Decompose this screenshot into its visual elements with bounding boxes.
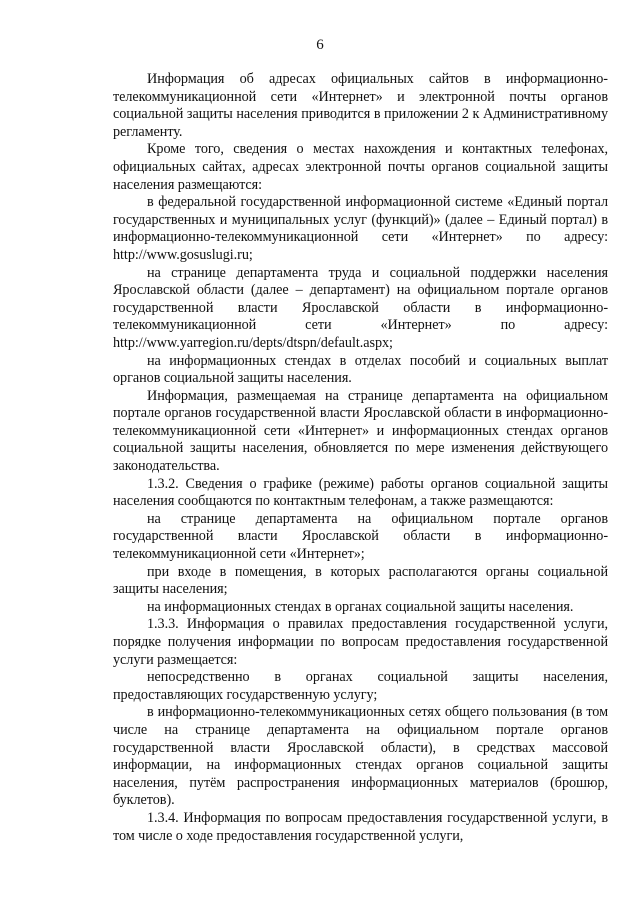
paragraph-1-3-2-schedule: 1.3.2. Сведения о графике (режиме) работы органов социальной защиты населения сообщаются по контактным телефонам, а также размещаются: [113, 475, 608, 510]
paragraph-information-stands: на информационных стендах в отделах пособий и социальных выплат органов социальной защиты населения. [113, 352, 608, 387]
paragraph-info-update: Информация, размещаемая на странице департамента на официальном портале органов государственной власти Ярославской области в информационно-телекоммуникационной сети «Интернет» и информационных стендах органов социальной защиты населения, обновляется по мере изменения действующего законодательства. [113, 387, 608, 475]
paragraph-public-networks: в информационно-телекоммуникационных сетях общего пользования (в том числе на странице департамента на официальном портале органов государственной власти Ярославской области), в средствах массовой информации, на информационных стендах органов социальной защиты населения, путём распространения информационных материалов (брошюр, буклетов). [113, 704, 608, 809]
paragraph-directly-in-offices: непосредственно в органах социальной защиты населения, предоставляющих государственную услугу; [113, 669, 608, 703]
paragraph-1-3-4-information: 1.3.4. Информация по вопросам предоставления государственной услуги, в том числе о ходе предоставления государственной услуги, [113, 809, 608, 844]
paragraph-internet-addresses: Информация об адресах официальных сайтов в информационно-телекоммуникационной сети «Интернет» и электронной почты органов социальной защиты населения приводится в приложении 2 к Административному регламенту. [113, 71, 608, 140]
paragraph-entrance-premises: при входе в помещения, в которых располагаются органы социальной защиты населения; [113, 563, 608, 598]
paragraph-stands-in-offices: на информационных стендах в органах социальной защиты населения. [147, 598, 574, 615]
paragraph-department-portal-page: на странице департамента на официальном портале органов государственной власти Ярославской области в информационно-телекоммуникационной сети «Интернет»; [113, 510, 608, 563]
page-number: 6 [316, 37, 324, 53]
paragraph-1-3-3-rules: 1.3.3. Информация о правилах предоставления государственной услуги, порядке получения информации по вопросам предоставления государственной услуги размещается: [113, 616, 608, 668]
paragraph-unified-portal: в федеральной государственной информационной системе «Единый портал государственных и муниципальных услуг (функций)» (далее – Единый портал) в информационно-телекоммуникационной сети «Интернет» по адресу: http://www.gosuslugi.ru; [113, 194, 608, 263]
paragraph-department-page: на странице департамента труда и социальной поддержки населения Ярославской области (далее – департамент) на официальном портале органов государственной власти Ярославской области в информационно-телекоммуникационной сети «Интернет» по адресу: http://www.yarregion.ru/depts/dtspn/default.aspx; [113, 264, 608, 351]
document-body [113, 71, 608, 845]
paragraph-additional-info: Кроме того, сведения о местах нахождения и контактных телефонах, официальных сайтах, адресах электронной почты органов социальной защиты населения размещаются: [113, 141, 608, 193]
